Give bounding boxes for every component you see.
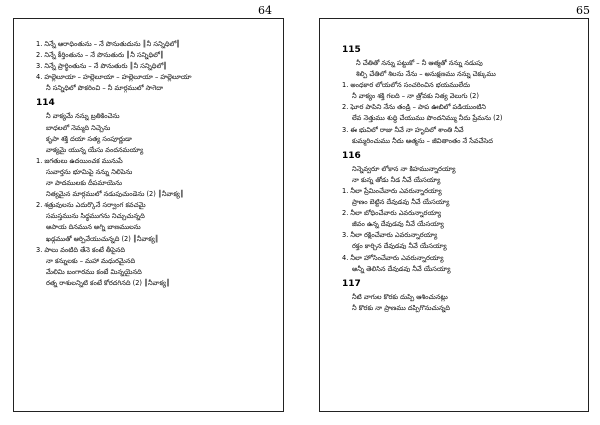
lyric-line: బాధలలో నెమ్మది నిచ్చెను — [46, 123, 111, 132]
lyric-line: సమస్తమును సిద్ధముగను నిచ్చుచున్నది — [46, 212, 145, 221]
lyric-line: 3. పాలు వంటిది తేనె కంటే తీపైనది — [36, 245, 126, 254]
lyric-line: శిల్పి చేతిలో శిలను నేను – అనుక్షణము నన్ను చెక్కుము — [356, 70, 496, 79]
lyric-line: జీవం ఉన్న దేవుడవు నీవే యేసయ్యా — [352, 220, 444, 229]
lyric-line: అన్నీ తెలిసిన దేవుడవు నీవే యేసయ్యా — [352, 264, 451, 273]
lyric-line: నీ చేతితో నన్ను పట్టుకో – నీ ఆత్మతో నన్ను నడుపు — [356, 59, 483, 67]
lyric-line: 1. నిన్నే ఆరాధింతును – నే పొనుతుదును ║నీ సన్నిధిలో║ — [36, 40, 181, 48]
lyric-line: 1. అంధకార లోయలోన సంచరించిన భయములేదు — [342, 81, 471, 90]
lyric-line: 1. నీలా ప్రేమించేవారు ఎవరున్నారయ్యా — [342, 186, 442, 195]
lyric-line: 2. ఘోర పాపిని నేను తండ్రి – పాప ఊబిలో పడియుంటిని — [342, 103, 486, 112]
lyric-line: రత్న రాశులన్నిటి కంటే కోరదగినది (2) ║నీవాక్య║ — [46, 278, 170, 287]
lyric-line: నిత్యమైన మార్గములో నడుపుచుండెను (2) ║నీవాక్య║ — [46, 190, 184, 199]
song-number-heading: 116 — [342, 150, 361, 161]
lyric-line: 2. నిన్నే కీర్తింతును – నే పొనుతురు ║నీ సన్నిధిలో║ — [36, 51, 164, 60]
lyric-line: 1. జగతులు ఉదయించక మునుపే — [36, 156, 123, 165]
page-number-left: 64 — [258, 4, 272, 17]
lyric-line: నీ కొరకు నా ప్రాణము దప్పిగొనుచున్నది — [352, 303, 451, 312]
lyric-line: కృపా శక్తి దయా సత్య సంపూర్ణుడా — [46, 134, 132, 143]
song-number-heading: 117 — [342, 278, 361, 289]
left-page — [13, 18, 284, 412]
lyric-line: 4. హల్లెలూయా – హల్లెలూయా – హల్లెలూయా – హల్లెలూయా — [36, 73, 192, 82]
lyric-line: నా పాదములకు దీపమాయెను — [46, 179, 122, 188]
lyric-line: ఖడ్గముతో ఆర్పివేయుచున్నది (2) ║నీవాక్య║ — [46, 234, 159, 243]
song-number-heading: 114 — [36, 98, 55, 109]
lyric-line: నిన్నెవ్వరూ లోకాన నా కిహమున్నారయ్యా — [352, 164, 456, 173]
lyric-line: లేవ నెత్తుము శుద్ధి చేయుము పొందనిమ్ము నీదు ప్రేమను (2) — [352, 114, 503, 123]
lyric-line: 3. ఈ భువిలో రాజు నీవే నా హృదిలో శాంతి నీవే — [342, 125, 464, 134]
lyric-line: 2. శత్రువులను ఎదుర్కొనే సర్వాంగ కవచమై — [36, 201, 146, 210]
lyric-line: 2. నీలా బోధించేవారు ఎవరున్నారయ్యా — [342, 209, 442, 218]
lyric-line: రక్తం కార్చిన దేవుడవు నీవే యేసయ్యా — [352, 242, 447, 251]
lyric-line: అపాయ దినమున అగ్ని బాణములను — [46, 223, 141, 232]
lyric-line: 3. నీలా రక్షించేవారు ఎవరున్నారయ్యా — [342, 231, 438, 240]
lyric-line: 3. నిన్నే ప్రార్థింతును – నే పొనుతురు ║నీ సన్నిధిలో║ — [36, 62, 168, 71]
page-number-right: 65 — [576, 4, 590, 17]
song-number-heading: 115 — [342, 45, 361, 55]
right-page — [319, 18, 589, 412]
lyric-line: వాక్యమై యున్న యేసు వందనమయ్యా — [46, 145, 144, 154]
lyric-line: నీ వాక్యమే నన్ను బ్రతికించెను — [46, 112, 120, 121]
lyric-line: ప్రాణం బెట్టిన దేవుడవు నీవే యేసయ్యా — [352, 198, 450, 207]
lyric-line: 4. నీలా హోసించేవారు ఎవరున్నారయ్యా — [342, 253, 444, 262]
lyric-line: నా కన్నులకు – మహా మధురమైనది — [46, 256, 136, 265]
lyric-line: మేలిమి బంగారము కంటే మిన్నయైనది — [46, 267, 142, 276]
lyric-line: నీటి వాగుల కొరకు దుప్పి ఆశించునట్లు — [352, 292, 448, 301]
lyric-line: నీ వాక్యం శక్తి గలది – నా త్రోవకు నిత్య వెలుగు (2) — [352, 92, 479, 101]
lyric-line: నీ సన్నిధిలో పొకరించి – నీ మార్గములో సాగెదా — [46, 84, 164, 93]
lyric-line: నా కున్న తోడు నీడ నీవే యేసయ్యా — [352, 175, 441, 184]
lyric-line: కుమ్మరించుము నీదు ఆత్మను – జీవితాంతం నే సేవచేసెద — [352, 136, 493, 145]
lyric-line: సువార్తను భూమిపై నన్ను నిలిపెను — [46, 167, 133, 176]
